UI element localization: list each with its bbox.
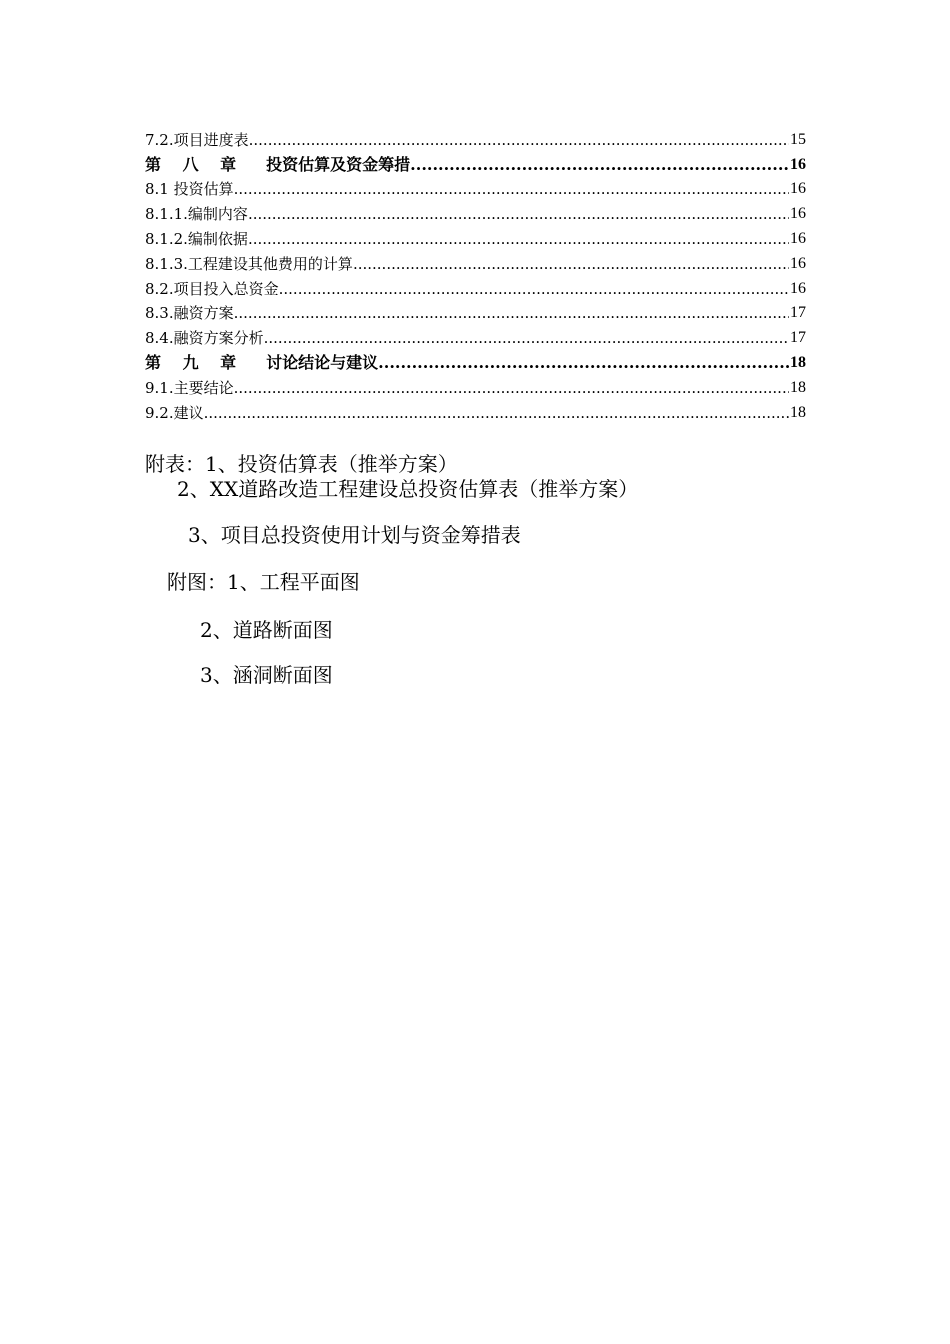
toc-dot-leader	[248, 229, 789, 249]
toc-entry-label: 8.3.融资方案	[145, 304, 234, 323]
appendix-figure-item-3: 3、涵洞断面图	[200, 663, 333, 687]
toc-dot-leader	[234, 303, 789, 323]
toc-entry[interactable]	[145, 199, 806, 224]
chapter-title: 投资估算及资金筹措	[266, 154, 411, 174]
toc-page-number: 16	[790, 205, 806, 223]
appendix-table-item-2: 2、XX道路改造工程建设总投资估算表（推举方案）	[177, 477, 639, 501]
toc-chapter-label	[145, 155, 410, 175]
toc-page-number: 15	[790, 130, 806, 148]
toc-dot-leader	[378, 353, 789, 373]
table-of-contents	[145, 125, 806, 423]
toc-page-number: 17	[790, 304, 806, 322]
appendix-figure-item-1: 附图：1、工程平面图	[167, 570, 360, 594]
toc-entry[interactable]	[145, 398, 806, 423]
toc-entry[interactable]	[145, 299, 806, 324]
toc-dot-leader	[234, 378, 789, 398]
toc-page-number: 17	[790, 329, 806, 347]
toc-dot-leader	[234, 179, 789, 199]
toc-dot-leader	[410, 155, 789, 175]
appendix-table-item-1: 附表：1、投资估算表（推举方案）	[145, 452, 458, 476]
toc-entry-label: 9.2.建议	[145, 403, 204, 422]
toc-entry[interactable]	[145, 125, 806, 150]
toc-entry[interactable]	[145, 373, 806, 398]
toc-entry[interactable]	[145, 249, 806, 274]
appendix-table-item-3: 3、项目总投资使用计划与资金筹措表	[188, 523, 521, 547]
toc-page-number: 16	[790, 180, 806, 198]
toc-entry-label: 8.2.项目投入总资金	[145, 279, 279, 298]
toc-dot-leader	[248, 204, 789, 224]
toc-entry[interactable]	[145, 224, 806, 249]
toc-dot-leader	[264, 328, 789, 348]
chapter-title: 讨论结论与建议	[266, 352, 379, 372]
toc-entry-label: 8.1 投资估算	[145, 180, 234, 199]
chapter-number: 第 八 章	[145, 154, 245, 174]
toc-page-number: 16	[790, 254, 806, 272]
toc-entry[interactable]	[145, 274, 806, 299]
toc-page-number: 18	[790, 378, 806, 396]
toc-page-number: 16	[790, 279, 806, 297]
toc-dot-leader	[353, 254, 789, 274]
chapter-number: 第 九 章	[145, 352, 245, 372]
toc-dot-leader	[249, 130, 789, 150]
toc-entry-label: 9.1.主要结论	[145, 378, 234, 397]
toc-entry-label: 8.1.1.编制内容	[145, 205, 248, 224]
toc-entry-label: 8.1.3.工程建设其他费用的计算	[145, 254, 353, 273]
toc-chapter-entry[interactable]	[145, 348, 806, 373]
appendix-figure-item-2: 2、道路断面图	[200, 618, 333, 642]
toc-dot-leader	[279, 279, 789, 299]
toc-page-number: 16	[790, 229, 806, 247]
toc-entry-label: 8.4.融资方案分析	[145, 329, 264, 348]
toc-entry[interactable]	[145, 175, 806, 200]
toc-dot-leader	[204, 403, 789, 423]
toc-chapter-entry[interactable]	[145, 150, 806, 175]
toc-page-number: 18	[790, 403, 806, 421]
toc-chapter-label	[145, 353, 378, 373]
toc-entry-label: 8.1.2.编制依据	[145, 229, 248, 248]
toc-page-number: 16	[790, 155, 806, 173]
toc-entry-label: 7.2.项目进度表	[145, 130, 249, 149]
toc-entry[interactable]	[145, 323, 806, 348]
toc-page-number: 18	[790, 353, 806, 371]
